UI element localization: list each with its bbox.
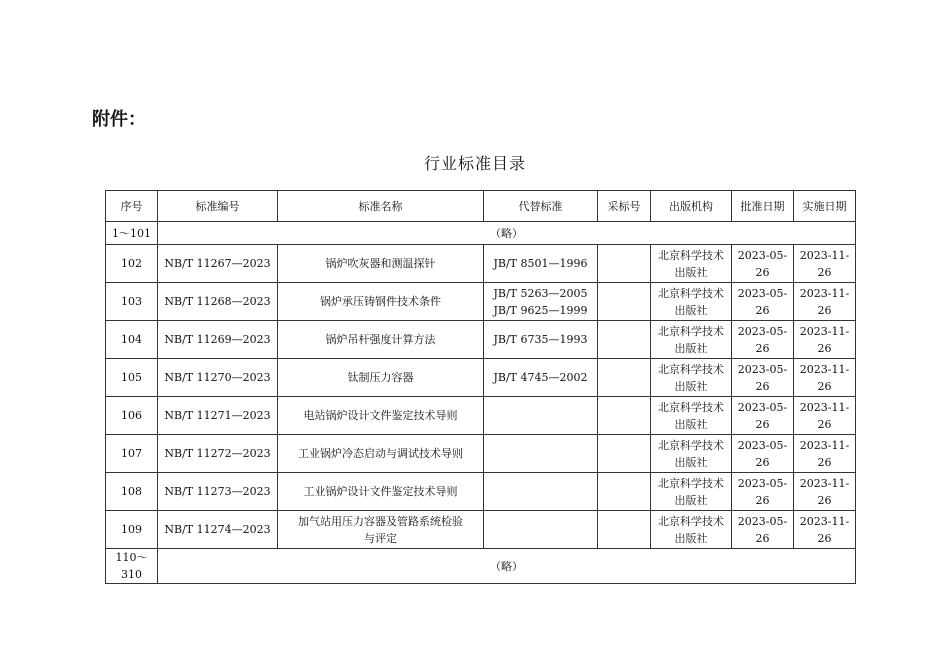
publisher-cell-line: 北京科学技术 (658, 400, 724, 414)
replaces-cell-line: JB/T 6735—1993 (493, 333, 588, 346)
replaces-cell (484, 245, 598, 283)
effective-date-cell: 2023-11-26 (794, 397, 856, 435)
name-cell-line: 锅炉吹灰器和测温探针 (325, 257, 436, 270)
name-cell-line: 钛制压力容器 (347, 371, 414, 384)
code-cell: NB/T 11267—2023 (158, 245, 278, 283)
header-name: 标准名称 (278, 191, 484, 222)
name-cell (278, 473, 484, 511)
publisher-cell-line: 北京科学技术 (658, 248, 724, 262)
seq-cell: 107 (106, 435, 158, 473)
approved-date-cell: 2023-05-26 (732, 359, 794, 397)
table-row (106, 283, 856, 321)
seq-cell: 104 (106, 321, 158, 359)
seq-cell: 102 (106, 245, 158, 283)
seq-cell: 109 (106, 511, 158, 549)
effective-date-cell: 2023-11-26 (794, 473, 856, 511)
header-replaces: 代替标准 (484, 191, 598, 222)
publisher-cell-line: 北京科学技术 (658, 476, 724, 490)
publisher-cell (651, 473, 732, 511)
range-seq: 1～101 (106, 222, 158, 245)
adopted-cell (598, 511, 651, 549)
publisher-cell-line: 北京科学技术 (658, 362, 724, 376)
standards-table (105, 190, 856, 584)
replaces-cell (484, 473, 598, 511)
publisher-cell-line: 出版社 (674, 493, 708, 507)
name-cell (278, 397, 484, 435)
table-row (106, 321, 856, 359)
replaces-cell-line: JB/T 9625—1999 (493, 303, 588, 317)
header-seq: 序号 (106, 191, 158, 222)
approved-date-cell: 2023-05-26 (732, 245, 794, 283)
approved-date-cell: 2023-05-26 (732, 397, 794, 435)
replaces-cell (484, 435, 598, 473)
publisher-cell-line: 出版社 (674, 531, 708, 545)
table-row (106, 397, 856, 435)
publisher-cell-line: 出版社 (674, 455, 708, 469)
attachment-label: 附件： (92, 109, 146, 130)
approved-date-cell: 2023-05-26 (732, 435, 794, 473)
effective-date-cell: 2023-11-26 (794, 435, 856, 473)
table-row (106, 245, 856, 283)
publisher-cell-line: 出版社 (674, 379, 708, 393)
name-cell (278, 245, 484, 283)
name-cell-line: 锅炉吊杆强度计算方法 (325, 333, 436, 346)
publisher-cell-line: 北京科学技术 (658, 324, 724, 338)
name-cell-line: 锅炉承压铸钢件技术条件 (320, 295, 441, 308)
effective-date-cell: 2023-11-26 (794, 321, 856, 359)
publisher-cell (651, 245, 732, 283)
name-cell (278, 435, 484, 473)
name-cell-line: 工业锅炉设计文件鉴定技术导则 (303, 485, 458, 498)
publisher-cell (651, 283, 732, 321)
publisher-cell-line: 北京科学技术 (658, 286, 724, 300)
publisher-cell (651, 359, 732, 397)
name-cell (278, 283, 484, 321)
adopted-cell (598, 397, 651, 435)
publisher-cell-line: 出版社 (674, 417, 708, 431)
replaces-cell (484, 321, 598, 359)
code-cell: NB/T 11268—2023 (158, 283, 278, 321)
publisher-cell-line: 出版社 (674, 303, 708, 317)
range-seq: 110～310 (106, 549, 158, 584)
table-row (106, 435, 856, 473)
table-row (106, 473, 856, 511)
publisher-cell-line: 北京科学技术 (658, 438, 724, 452)
approved-date-cell: 2023-05-26 (732, 283, 794, 321)
adopted-cell (598, 321, 651, 359)
name-cell-line: 电站锅炉设计文件鉴定技术导则 (303, 409, 458, 422)
effective-date-cell: 2023-11-26 (794, 245, 856, 283)
code-cell: NB/T 11273—2023 (158, 473, 278, 511)
adopted-cell (598, 283, 651, 321)
name-cell (278, 359, 484, 397)
range-row-top (106, 222, 856, 245)
seq-cell: 106 (106, 397, 158, 435)
publisher-cell (651, 511, 732, 549)
code-cell: NB/T 11271—2023 (158, 397, 278, 435)
adopted-cell (598, 245, 651, 283)
range-note: （略） (158, 222, 856, 245)
adopted-cell (598, 435, 651, 473)
publisher-cell (651, 397, 732, 435)
approved-date-cell: 2023-05-26 (732, 511, 794, 549)
header-effective: 实施日期 (794, 191, 856, 222)
replaces-cell-line: JB/T 4745—2002 (493, 371, 588, 384)
replaces-cell-line: JB/T 8501—1996 (493, 257, 588, 270)
name-cell (278, 511, 484, 549)
replaces-cell (484, 511, 598, 549)
publisher-cell-line: 出版社 (674, 265, 708, 279)
document-title: 行业标准目录 (423, 154, 526, 173)
replaces-cell (484, 359, 598, 397)
seq-cell: 103 (106, 283, 158, 321)
range-row-bottom (106, 549, 856, 584)
code-cell: NB/T 11269—2023 (158, 321, 278, 359)
effective-date-cell: 2023-11-26 (794, 359, 856, 397)
code-cell: NB/T 11270—2023 (158, 359, 278, 397)
header-adopted: 采标号 (598, 191, 651, 222)
approved-date-cell: 2023-05-26 (732, 321, 794, 359)
publisher-cell (651, 435, 732, 473)
publisher-cell (651, 321, 732, 359)
approved-date-cell: 2023-05-26 (732, 473, 794, 511)
seq-cell: 108 (106, 473, 158, 511)
table-row (106, 359, 856, 397)
replaces-cell-line: JB/T 5263—2005 (493, 286, 588, 300)
header-row (106, 191, 856, 222)
adopted-cell (598, 359, 651, 397)
name-cell-line: 工业锅炉冷态启动与调试技术导则 (298, 447, 463, 460)
header-approved: 批准日期 (732, 191, 794, 222)
replaces-cell (484, 283, 598, 321)
header-publisher: 出版机构 (651, 191, 732, 222)
code-cell: NB/T 11272—2023 (158, 435, 278, 473)
seq-cell: 105 (106, 359, 158, 397)
adopted-cell (598, 473, 651, 511)
replaces-cell (484, 397, 598, 435)
name-cell (278, 321, 484, 359)
name-cell-line: 与评定 (364, 531, 397, 545)
effective-date-cell: 2023-11-26 (794, 511, 856, 549)
table-row (106, 511, 856, 549)
name-cell-line: 加气站用压力容器及管路系统检验 (298, 514, 463, 528)
publisher-cell-line: 出版社 (674, 341, 708, 355)
code-cell: NB/T 11274—2023 (158, 511, 278, 549)
effective-date-cell: 2023-11-26 (794, 283, 856, 321)
publisher-cell-line: 北京科学技术 (658, 514, 724, 528)
header-code: 标准编号 (158, 191, 278, 222)
range-note: （略） (158, 549, 856, 584)
